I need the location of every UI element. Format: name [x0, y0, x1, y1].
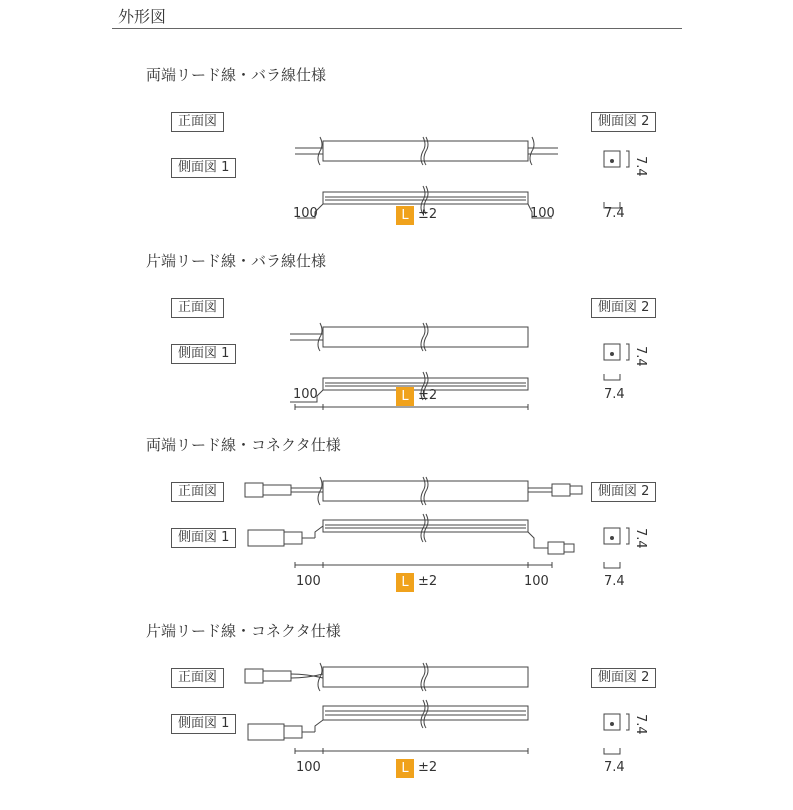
- cross-section-icon: [600, 712, 630, 736]
- tolerance: ±2: [418, 760, 438, 775]
- cross-section-icon: [600, 149, 630, 173]
- front-view-label: 正面図: [171, 298, 224, 318]
- tolerance: ±2: [418, 388, 438, 403]
- section-single-connector: [0, 620, 793, 810]
- dim-left-lead: 100: [293, 206, 318, 221]
- length-badge: L: [396, 387, 414, 406]
- dim-left-lead: 100: [296, 574, 321, 589]
- side-view-1-label: 側面図 1: [171, 158, 236, 178]
- side-view-2-label: 側面図 2: [591, 482, 656, 502]
- led-bar-drawing: [240, 650, 540, 780]
- front-view-label: 正面図: [171, 668, 224, 688]
- section-title: 片端リード線・コネクタ仕様: [146, 622, 341, 640]
- cross-section-icon: [600, 342, 630, 366]
- side-view-2-label: 側面図 2: [591, 112, 656, 132]
- page-title: 外形図: [118, 7, 167, 26]
- dim-height: 7.4: [633, 156, 648, 177]
- width-dim-line: [602, 748, 624, 756]
- length-badge: L: [396, 573, 414, 592]
- width-dim-line: [602, 562, 624, 570]
- section-title: 両端リード線・コネクタ仕様: [146, 436, 341, 454]
- led-bar-drawing: [240, 94, 570, 224]
- section-title: 両端リード線・バラ線仕様: [146, 66, 327, 84]
- dim-height: 7.4: [633, 528, 648, 549]
- dim-left-lead: 100: [296, 760, 321, 775]
- dim-width: 7.4: [604, 574, 625, 589]
- dim-width: 7.4: [604, 206, 625, 221]
- side-view-1-label: 側面図 1: [171, 714, 236, 734]
- front-view-label: 正面図: [171, 482, 224, 502]
- dim-width: 7.4: [604, 760, 625, 775]
- front-view-label: 正面図: [171, 112, 224, 132]
- side-view-2-label: 側面図 2: [591, 298, 656, 318]
- dim-height: 7.4: [633, 714, 648, 735]
- cross-section-icon: [600, 526, 630, 550]
- tolerance: ±2: [418, 574, 438, 589]
- dim-width: 7.4: [604, 387, 625, 402]
- tolerance: ±2: [418, 207, 438, 222]
- section-single-loose: [0, 250, 793, 440]
- length-badge: L: [396, 206, 414, 225]
- dim-right-lead: 100: [530, 206, 555, 221]
- length-badge: L: [396, 759, 414, 778]
- section-both-connector: [0, 434, 793, 624]
- side-view-1-label: 側面図 1: [171, 528, 236, 548]
- section-both-loose: [0, 64, 793, 254]
- dim-left-lead: 100: [293, 387, 318, 402]
- section-title: 片端リード線・バラ線仕様: [146, 252, 327, 270]
- dim-height: 7.4: [633, 346, 648, 367]
- side-view-1-label: 側面図 1: [171, 344, 236, 364]
- width-dim-line: [602, 374, 624, 382]
- side-view-2-label: 側面図 2: [591, 668, 656, 688]
- dim-right-lead: 100: [524, 574, 549, 589]
- title-rule: [112, 28, 682, 29]
